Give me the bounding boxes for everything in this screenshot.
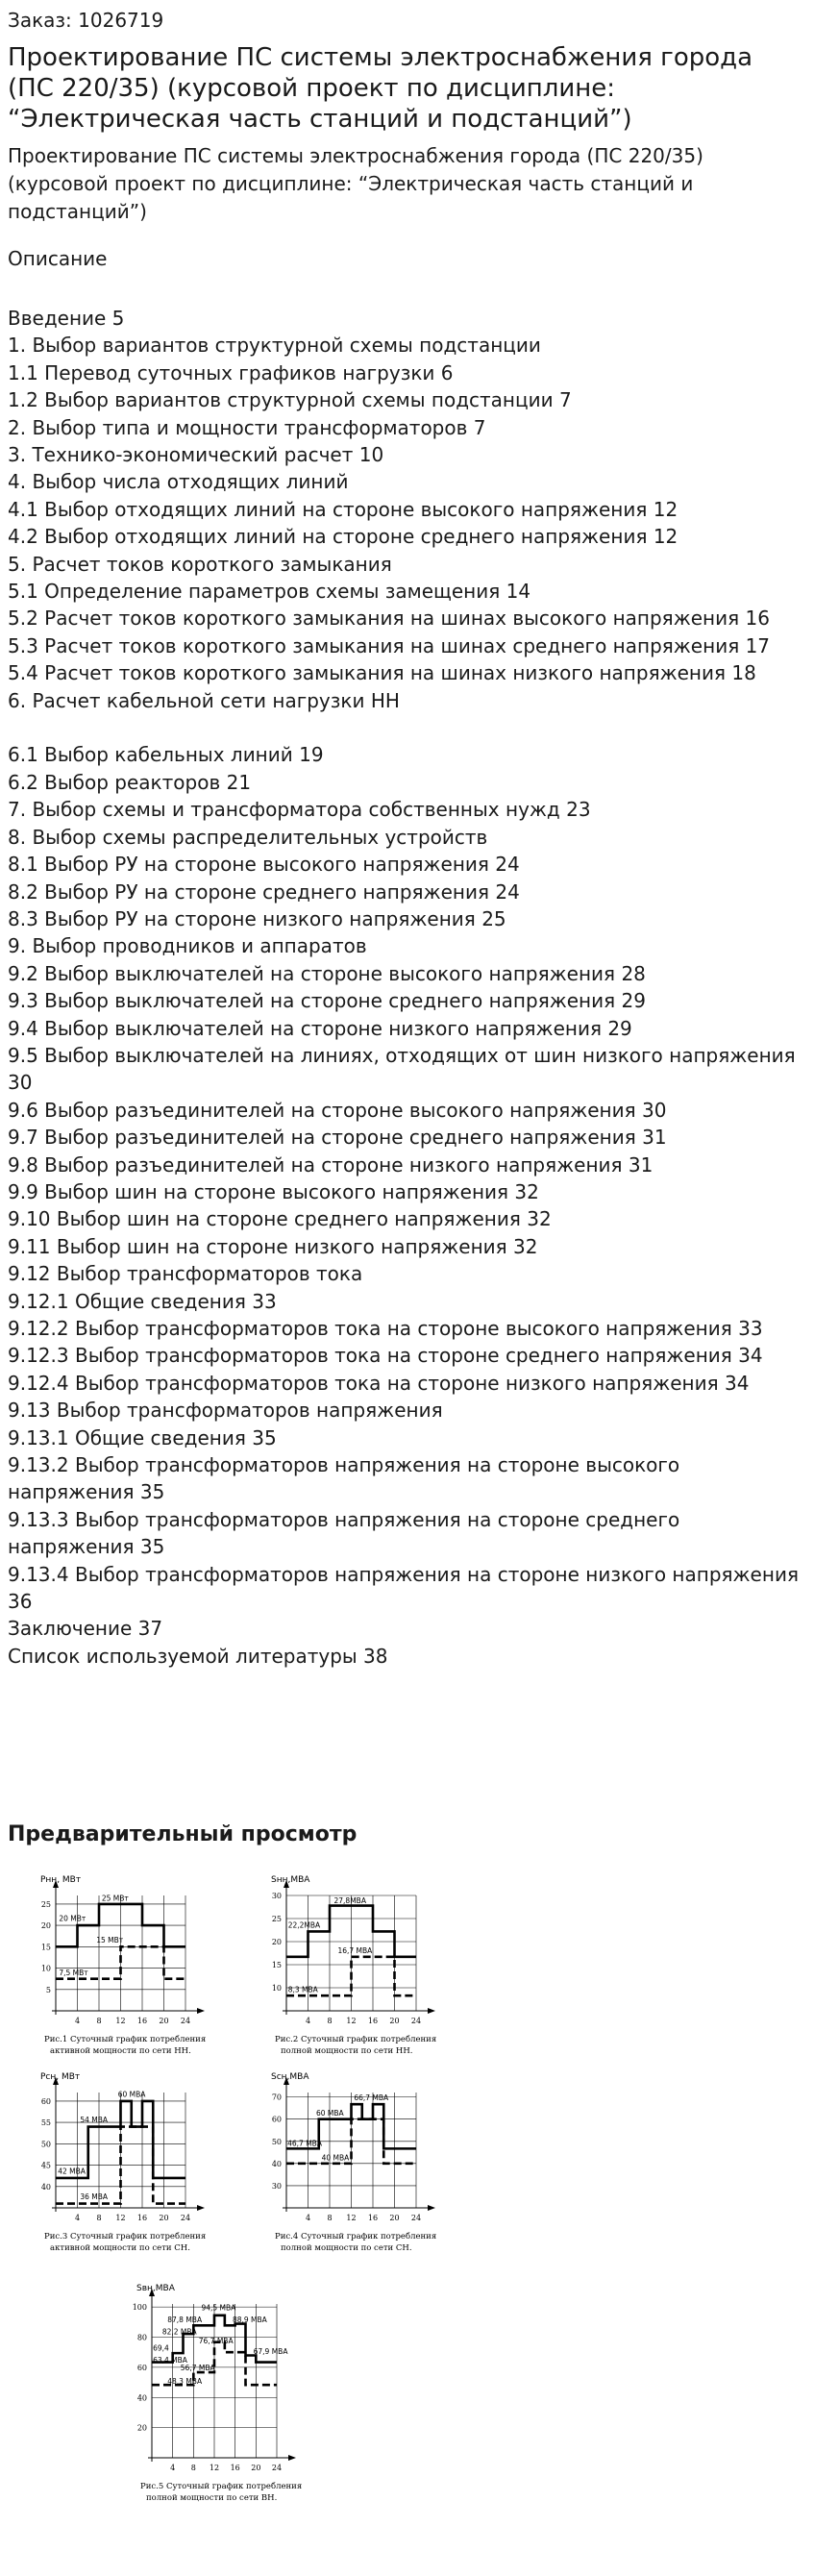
- x-axis-arrow: [288, 2455, 296, 2461]
- toc-item: 9.12.4 Выбор трансформаторов тока на стороне низкого напряжения 34: [8, 1371, 750, 1395]
- chart-caption: активной мощности по сети НН.: [50, 2046, 191, 2056]
- x-tick-label: 8: [96, 2214, 102, 2222]
- data-label: 20 МВт: [59, 1914, 86, 1923]
- preview-title: Предварительный просмотр: [8, 1822, 358, 1846]
- toc-item: Введение 5: [8, 307, 125, 330]
- toc-item: 5.4 Расчет токов короткого замыкания на шинах низкого напряжения 18: [8, 661, 756, 685]
- toc-item: 6. Расчет кабельной сети нагрузки НН: [8, 688, 400, 712]
- data-label: 63,4 МВА: [153, 2356, 187, 2365]
- x-axis-arrow: [428, 2205, 435, 2211]
- y-tick-label: 55: [40, 2118, 51, 2128]
- toc-item: Список используемой литературы 38: [8, 1644, 388, 1668]
- toc-item: 8. Выбор схемы распределительных устройств: [8, 825, 488, 849]
- data-label: 69,4: [153, 2343, 169, 2353]
- x-tick-label: 24: [410, 2214, 422, 2222]
- y-axis-label: Pсн, МВт: [40, 2072, 81, 2082]
- x-tick-label: 16: [136, 2214, 148, 2222]
- preview-charts: [8, 1867, 507, 2559]
- data-label: 67,9 МВА: [253, 2346, 288, 2356]
- y-tick-label: 20: [271, 1938, 282, 1946]
- y-tick-label: 60: [136, 2363, 147, 2372]
- data-label: 36 МВА: [80, 2192, 108, 2202]
- data-label: 66,7 МВА: [354, 2093, 389, 2103]
- data-label: 56,7 МВА: [180, 2364, 215, 2373]
- chart-caption: Рис.1 Суточный график потребления: [44, 2035, 207, 2044]
- y-tick-label: 60: [271, 2115, 282, 2124]
- x-tick-label: 4: [74, 2214, 81, 2222]
- toc-item: 9.13.1 Общие сведения 35: [8, 1425, 277, 1449]
- data-label: 76,7 МВА: [198, 2336, 234, 2345]
- toc-item: 5.3 Расчет токов короткого замыкания на шинах среднего напряжения 17: [8, 633, 771, 657]
- x-tick-label: 20: [159, 2214, 169, 2222]
- toc-item: 9.12 Выбор трансформаторов тока: [8, 1262, 363, 1286]
- page-subtitle: Проектирование ПС системы электроснабжения города (ПС 220/35) (курсовой проект по дисциплине: “Электрическая часть станций и подстанций”): [8, 144, 703, 223]
- toc-item: 4.1 Выбор отходящих линий на стороне высокого напряжения 12: [8, 497, 678, 521]
- x-axis-arrow: [428, 2008, 435, 2014]
- toc-item: 1. Выбор вариантов структурной схемы подстанции: [8, 334, 541, 358]
- y-tick-label: 25: [40, 1899, 51, 1909]
- page-title: Проектирование ПС системы электроснабжения города (ПС 220/35) (курсовой проект по дисциплине: “Электрическая часть станций и подстанций”): [8, 43, 753, 134]
- toc-item: 9.3 Выбор выключателей на стороне среднего напряжения 29: [8, 989, 646, 1013]
- y-tick-label: 25: [271, 1915, 282, 1923]
- toc-item: 5.2 Расчет токов короткого замыкания на шинах высокого напряжения 16: [8, 607, 770, 631]
- x-tick-label: 4: [170, 2464, 176, 2472]
- toc-item: [8, 714, 806, 741]
- data-label: 40 МВА: [321, 2153, 350, 2163]
- toc-item: 8.1 Выбор РУ на стороне высокого напряжения 24: [8, 853, 520, 877]
- x-tick-label: 20: [159, 2017, 169, 2025]
- chart-5: [133, 2284, 302, 2503]
- x-tick-label: 4: [305, 2017, 311, 2025]
- chart-caption: полной мощности по сети СН.: [281, 2243, 412, 2253]
- data-label: 60 МВА: [117, 2090, 146, 2099]
- toc-item: Заключение 37: [8, 1617, 163, 1641]
- toc-item: 9.4 Выбор выключателей на стороне низкого напряжения 29: [8, 1016, 632, 1040]
- x-tick-label: 16: [230, 2464, 240, 2472]
- toc-item: 9.2 Выбор выключателей на стороне высокого напряжения 28: [8, 961, 646, 985]
- chart-caption: Рис.2 Суточный график потребления: [275, 2035, 437, 2044]
- toc-item: 9.5 Выбор выключателей на линиях, отходящих от шин низкого напряжения 30: [8, 1043, 796, 1095]
- data-label: 46,7 МВА: [287, 2139, 322, 2148]
- document-page: [8, 0, 806, 2503]
- description-label: Описание: [8, 247, 108, 270]
- y-tick-label: 70: [271, 2093, 282, 2102]
- order-number: Заказ: 1026719: [8, 9, 164, 32]
- data-label: 82,2 МВА: [161, 2327, 197, 2337]
- x-tick-label: 8: [327, 2017, 333, 2025]
- chart-caption: активной мощности по сети СН.: [50, 2243, 190, 2253]
- y-tick-label: 50: [271, 2137, 282, 2146]
- data-label: 88,9 МВА: [232, 2315, 267, 2324]
- x-axis-arrow: [197, 2205, 205, 2211]
- data-label: 42 МВА: [58, 2167, 86, 2176]
- toc-item: 3. Технико-экономический расчет 10: [8, 443, 384, 467]
- data-label: 27,8МВА: [333, 1896, 366, 1906]
- x-tick-label: 16: [367, 2214, 379, 2222]
- y-tick-label: 15: [40, 1943, 51, 1952]
- y-tick-label: 50: [40, 2140, 51, 2149]
- chart-3: [40, 2072, 206, 2253]
- data-label: 15 МВт: [96, 1935, 124, 1944]
- toc-item: 4. Выбор числа отходящих линий: [8, 470, 349, 494]
- y-tick-label: 40: [136, 2393, 147, 2403]
- data-label: 94,5 МВА: [201, 2303, 236, 2313]
- x-tick-label: 16: [136, 2017, 148, 2025]
- toc-item: 9.13.2 Выбор трансформаторов напряжения на стороне высокого напряжения 35: [8, 1453, 680, 1504]
- toc-item: 8.2 Выбор РУ на стороне среднего напряжения 24: [8, 879, 520, 904]
- data-label: 87,8 МВА: [167, 2315, 203, 2324]
- x-tick-label: 24: [410, 2017, 422, 2025]
- y-tick-label: 5: [45, 1985, 51, 1994]
- y-tick-label: 30: [271, 2181, 282, 2191]
- x-tick-label: 8: [96, 2017, 102, 2025]
- toc-item: 9.10 Выбор шин на стороне среднего напряжения 32: [8, 1207, 552, 1231]
- y-tick-label: 20: [40, 1921, 51, 1931]
- x-tick-label: 12: [209, 2464, 220, 2472]
- chart-caption: Рис.5 Суточный график потребления: [140, 2482, 303, 2491]
- chart-2: [271, 1875, 436, 2056]
- toc-item: 7. Выбор схемы и трансформатора собственных нужд 23: [8, 798, 591, 822]
- y-axis-label: Pнн, МВт: [40, 1875, 82, 1885]
- y-tick-label: 45: [40, 2161, 51, 2170]
- data-label: 8,3 МВА: [287, 1985, 318, 1994]
- toc-item: 9.8 Выбор разъединителей на стороне низкого напряжения 31: [8, 1152, 654, 1177]
- table-of-contents: [8, 305, 806, 1670]
- y-axis-label: Sсн,МВА: [271, 2072, 309, 2082]
- toc-item: 9.13.4 Выбор трансформаторов напряжения на стороне низкого напряжения 36: [8, 1562, 799, 1614]
- toc-item: 5. Расчет токов короткого замыкания: [8, 552, 392, 576]
- data-label: 16,7 МВА: [337, 1946, 373, 1955]
- x-tick-label: 12: [346, 2214, 357, 2222]
- x-tick-label: 24: [271, 2464, 283, 2472]
- toc-item: 1.1 Перевод суточных графиков нагрузки 6: [8, 360, 454, 384]
- toc-item: 9.13 Выбор трансформаторов напряжения: [8, 1399, 443, 1423]
- y-tick-label: 15: [271, 1961, 282, 1969]
- chart-caption: полной мощности по сети ВН.: [146, 2493, 278, 2503]
- data-label: 22,2МВА: [287, 1920, 321, 1930]
- x-axis-arrow: [197, 2008, 205, 2014]
- x-tick-label: 4: [74, 2017, 81, 2025]
- toc-item: 8.3 Выбор РУ на стороне низкого напряжения 25: [8, 906, 506, 930]
- toc-item: 4.2 Выбор отходящих линий на стороне среднего напряжения 12: [8, 525, 678, 549]
- x-tick-label: 16: [367, 2017, 379, 2025]
- toc-item: 9. Выбор проводников и аппаратов: [8, 934, 367, 958]
- x-tick-label: 24: [180, 2017, 191, 2025]
- x-tick-label: 4: [305, 2214, 311, 2222]
- x-tick-label: 12: [115, 2214, 126, 2222]
- y-tick-label: 30: [271, 1892, 282, 1900]
- toc-item: 1.2 Выбор вариантов структурной схемы подстанции 7: [8, 388, 572, 412]
- x-tick-label: 20: [389, 2214, 400, 2222]
- chart-caption: полной мощности по сети НН.: [281, 2046, 413, 2056]
- y-tick-label: 100: [132, 2303, 147, 2313]
- toc-item: 9.12.1 Общие сведения 33: [8, 1289, 277, 1313]
- toc-item: 5.1 Определение параметров схемы замещения 14: [8, 580, 531, 604]
- toc-item: 9.13.3 Выбор трансформаторов напряжения на стороне среднего напряжения 35: [8, 1507, 680, 1559]
- data-label: 25 МВт: [101, 1894, 129, 1903]
- chart-4: [271, 2072, 436, 2253]
- x-tick-label: 8: [327, 2214, 333, 2222]
- y-tick-label: 40: [271, 2159, 282, 2168]
- toc-item: 9.7 Выбор разъединителей на стороне среднего напряжения 31: [8, 1126, 667, 1150]
- toc-item: 2. Выбор типа и мощности трансформаторов 7: [8, 415, 486, 439]
- toc-item: 9.9 Выбор шин на стороне высокого напряжения 32: [8, 1179, 539, 1203]
- x-tick-label: 20: [251, 2464, 261, 2472]
- y-tick-label: 60: [40, 2096, 51, 2106]
- toc-item: 9.12.2 Выбор трансформаторов тока на стороне высокого напряжения 33: [8, 1317, 763, 1341]
- x-tick-label: 12: [346, 2017, 357, 2025]
- toc-item: 6.1 Выбор кабельных линий 19: [8, 743, 324, 767]
- x-tick-label: 12: [115, 2017, 126, 2025]
- y-tick-label: 40: [40, 2182, 51, 2192]
- chart-1: [40, 1875, 206, 2056]
- toc-item: 9.6 Выбор разъединителей на стороне высокого напряжения 30: [8, 1098, 667, 1122]
- toc-item: 6.2 Выбор реакторов 21: [8, 770, 252, 794]
- data-label: 48,3 МВА: [167, 2377, 203, 2387]
- chart-caption: Рис.3 Суточный график потребления: [44, 2232, 207, 2242]
- y-tick-label: 10: [271, 1984, 282, 1993]
- chart-caption: Рис.4 Суточный график потребления: [275, 2232, 437, 2242]
- x-tick-label: 8: [190, 2464, 196, 2472]
- y-axis-label: Sнн,МВА: [271, 1875, 310, 1885]
- x-tick-label: 24: [180, 2214, 191, 2222]
- data-label: 54 МВА: [80, 2116, 108, 2125]
- toc-item: 9.11 Выбор шин на стороне низкого напряжения 32: [8, 1234, 538, 1258]
- y-tick-label: 20: [136, 2423, 147, 2433]
- toc-item: 9.12.3 Выбор трансформаторов тока на стороне среднего напряжения 34: [8, 1344, 763, 1368]
- y-axis-label: Sвн,МВА: [136, 2284, 175, 2293]
- y-tick-label: 10: [40, 1964, 51, 1973]
- data-label: 7,5 МВт: [59, 1969, 88, 1978]
- y-tick-label: 80: [136, 2333, 147, 2342]
- x-tick-label: 20: [389, 2017, 400, 2025]
- data-label: 60 МВА: [315, 2109, 344, 2118]
